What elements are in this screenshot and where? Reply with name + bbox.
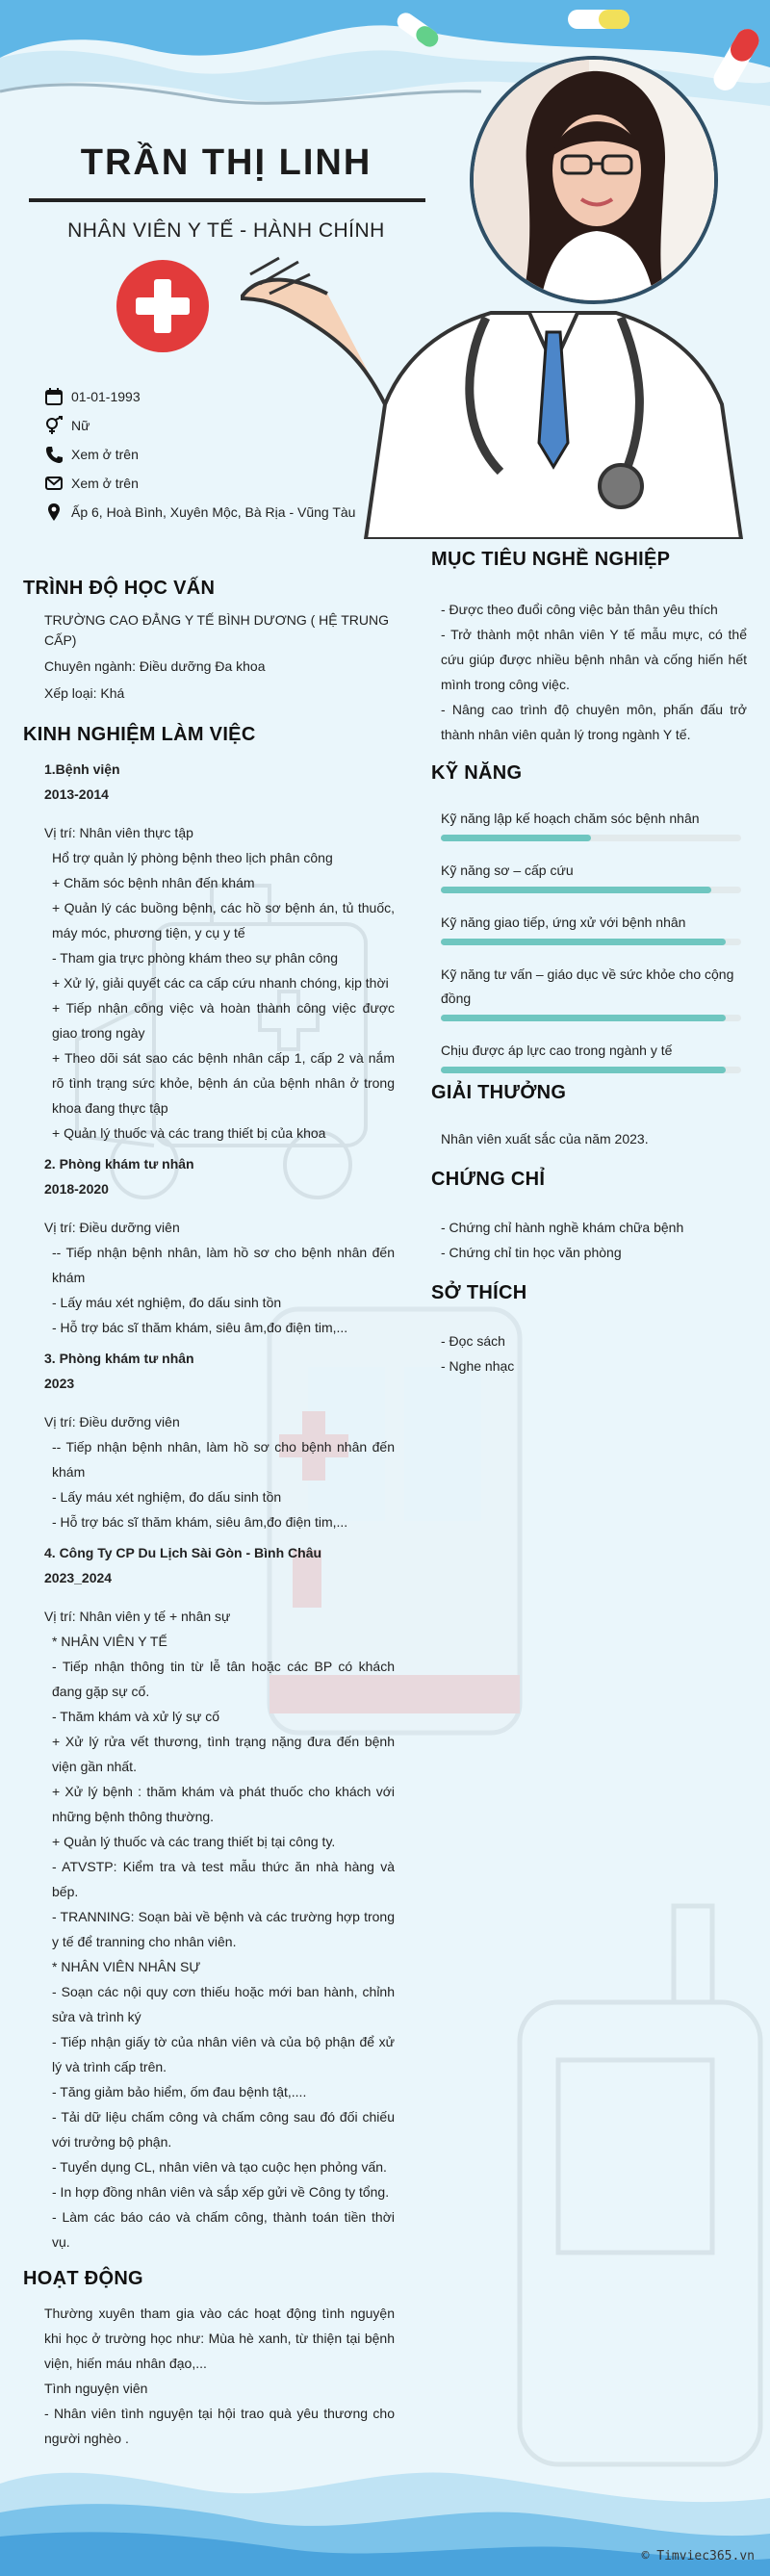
job-company: 2. Phòng khám tư nhân: [44, 1156, 194, 1172]
contact-row-address: [44, 502, 410, 522]
skill-label: Kỹ năng tư vấn – giáo dục về sức khỏe cho cộng đồng: [441, 966, 734, 1006]
skills-list: [441, 807, 741, 1091]
hobbies-section: [441, 1328, 747, 1378]
contact-row-gender: [44, 416, 410, 435]
education-heading: TRÌNH ĐỘ HỌC VẤN: [23, 578, 216, 599]
job-line: - Tuyển dụng CL, nhân viên và tạo cuộc hẹn phỏng vấn.: [52, 2159, 387, 2175]
hobby-line: - Nghe nhạc: [441, 1358, 515, 1374]
awards-heading: GIẢI THƯỞNG: [431, 1082, 567, 1103]
job-line: * NHÂN VIÊN Y TẾ: [52, 1634, 167, 1649]
job-period: 2013-2014: [44, 786, 109, 802]
education-rank: Xếp loại: Khá: [44, 685, 125, 701]
name-divider: [29, 198, 425, 202]
candidate-name: TRẦN THỊ LINH: [80, 142, 372, 183]
skill-item: [441, 911, 741, 945]
job-line: + Theo dõi sát sao các bệnh nhân cấp 1, cấp 2 và nắm rõ tình trạng sức khỏe, bệnh án của bệnh nhân ở trong khoa đang thực tập: [52, 1050, 395, 1116]
contact-gender: Nữ: [71, 418, 90, 433]
job-line: * NHÂN VIÊN NHÂN SỰ: [52, 1959, 201, 1974]
objective-line: - Nâng cao trình độ chuyên môn, phấn đấu trở thành nhân viên quản lý trong ngành Y tế.: [441, 702, 747, 742]
job-line: - ATVSTP: Kiểm tra và test mẫu thức ăn nhà hàng và bếp.: [52, 1859, 395, 1899]
job-line: Vị trí: Nhân viên thực tập: [44, 825, 193, 840]
job-line: - Thăm khám và xử lý sự cố: [52, 1709, 220, 1724]
contact-birthday: 01-01-1993: [71, 389, 141, 404]
job-line: - TRANNING: Soạn bài về bệnh và các trường hợp trong y tế để tranning cho nhân viên.: [52, 1909, 395, 1949]
activity-line: Thường xuyên tham gia vào các hoạt động tình nguyện khi học ở trường học như: Mùa hè xanh, từ thiện tại bệnh viện, hiến máu nhân đạo,...: [44, 2306, 395, 2371]
gender-icon: [44, 416, 64, 435]
job-3: [44, 1346, 395, 1534]
skill-bar-fill: [441, 939, 726, 945]
hobby-line: - Đọc sách: [441, 1333, 505, 1349]
email-icon: [44, 474, 64, 493]
job-1: [44, 757, 395, 1146]
skill-bar: [441, 887, 741, 893]
hobbies-heading: SỞ THÍCH: [431, 1282, 527, 1303]
objective-section: [441, 597, 747, 747]
skill-bar: [441, 1067, 741, 1073]
skills-heading: KỸ NĂNG: [431, 762, 523, 784]
footer-watermark: © Timviec365.vn: [641, 2549, 755, 2563]
job-line: - Hỗ trợ bác sĩ thăm khám, siêu âm,đo điện tim,...: [52, 1514, 348, 1530]
skill-label: Kỹ năng lập kế hoạch chăm sóc bệnh nhân: [441, 811, 700, 826]
awards-section: [441, 1126, 747, 1151]
contact-info: [44, 387, 410, 531]
activities-section: [44, 2301, 395, 2451]
objective-heading: MỤC TIÊU NGHỀ NGHIỆP: [431, 549, 671, 570]
job-line: + Xử lý bệnh : thăm khám và phát thuốc cho khách với những bệnh thông thường.: [52, 1784, 395, 1824]
job-line: + Tiếp nhận công việc và hoàn thành công việc được giao trong ngày: [52, 1000, 395, 1041]
job-line: - Tăng giảm bảo hiểm, ốm đau bệnh tật,....: [52, 2084, 307, 2099]
job-line: Vị trí: Điều dưỡng viên: [44, 1414, 180, 1430]
contact-address: Ấp 6, Hoà Bình, Xuyên Mộc, Bà Rịa - Vũng Tàu: [71, 504, 356, 520]
contact-row-birthday: [44, 387, 410, 406]
contact-phone: Xem ở trên: [71, 447, 139, 462]
skill-bar-fill: [441, 1015, 726, 1021]
activity-line: Tình nguyện viên: [44, 2381, 148, 2396]
job-title: NHÂN VIÊN Y TẾ - HÀNH CHÍNH: [67, 219, 385, 242]
phone-icon: [44, 445, 64, 464]
job-4: [44, 1540, 395, 2254]
skill-label: Kỹ năng giao tiếp, ứng xử với bệnh nhân: [441, 914, 686, 930]
job-line: - Tải dữ liệu chấm công và chấm công sau đó đối chiếu với trưởng bộ phận.: [52, 2109, 395, 2150]
job-line: + Chăm sóc bệnh nhân đến khám: [52, 875, 255, 890]
job-line: - In hợp đồng nhân viên và sắp xếp gửi về Công ty tổng.: [52, 2184, 390, 2200]
experience-heading: KINH NGHIỆM LÀM VIỆC: [23, 724, 256, 745]
skill-label: Chịu được áp lực cao trong ngành y tế: [441, 1043, 673, 1058]
job-period: 2023_2024: [44, 1570, 113, 1585]
job-line: + Xử lý rửa vết thương, tình trạng nặng đưa đến bệnh viện gần nhất.: [52, 1734, 395, 1774]
objective-line: - Được theo đuổi công việc bản thân yêu thích: [441, 602, 718, 617]
skill-bar: [441, 939, 741, 945]
job-line: - Soạn các nội quy cơn thiếu hoặc mới ban hành, chỉnh sửa và trình ký: [52, 1984, 395, 2024]
job-line: + Quản lý các buồng bệnh, các hồ sơ bệnh án, tủ thuốc, máy móc, phương tiện, y cụ y tế: [52, 900, 395, 940]
job-company: 4. Công Ty CP Du Lịch Sài Gòn - Bình Châu: [44, 1545, 322, 1560]
job-period: 2018-2020: [44, 1181, 109, 1197]
job-line: Vị trí: Điều dưỡng viên: [44, 1220, 180, 1235]
job-line: - Làm các báo cáo và chấm công, thành toán tiền thời vụ.: [52, 2209, 395, 2250]
award-text: Nhân viên xuất sắc của năm 2023.: [441, 1131, 649, 1146]
skill-item: [441, 807, 741, 841]
skill-bar: [441, 1015, 741, 1021]
job-period: 2023: [44, 1376, 75, 1391]
education-school: TRƯỜNG CAO ĐẲNG Y TẾ BÌNH DƯƠNG ( HỆ TRUNG CẤP): [44, 612, 390, 648]
job-company: 1.Bệnh viện: [44, 761, 120, 777]
certificate-line: - Chứng chỉ tin học văn phòng: [441, 1245, 622, 1260]
education-major: Chuyên ngành: Điều dưỡng Đa khoa: [44, 658, 266, 674]
job-line: - Tham gia trực phòng khám theo sự phân công: [52, 950, 339, 966]
contact-email: Xem ở trên: [71, 476, 139, 491]
job-line: + Quản lý thuốc và các trang thiết bị của khoa: [52, 1125, 326, 1141]
job-line: - Hỗ trợ bác sĩ thăm khám, siêu âm,đo điện tim,...: [52, 1320, 348, 1335]
activity-line: - Nhân viên tình nguyện tại hội trao quà yêu thương cho người nghèo .: [44, 2406, 395, 2446]
calendar-icon: [44, 387, 64, 406]
skill-bar: [441, 835, 741, 841]
education-section: [44, 610, 395, 706]
contact-row-email: [44, 474, 410, 493]
job-line: -- Tiếp nhận bệnh nhân, làm hồ sơ cho bệnh nhân đến khám: [52, 1439, 395, 1480]
job-2: [44, 1151, 395, 1340]
job-line: - Tiếp nhận thông tin từ lễ tân hoặc các BP có khách đang gặp sự cố.: [52, 1659, 395, 1699]
contact-row-phone: [44, 445, 410, 464]
certificates-section: [441, 1215, 747, 1265]
job-line: + Xử lý, giải quyết các ca cấp cứu nhanh chóng, kịp thời: [52, 975, 389, 991]
location-icon: [44, 502, 64, 522]
pill-icon: [568, 10, 629, 29]
medical-cross-icon: [116, 260, 209, 352]
skill-item: [441, 1039, 741, 1073]
activities-heading: HOẠT ĐỘNG: [23, 2268, 143, 2289]
skill-item: [441, 963, 741, 1021]
certificates-heading: CHỨNG CHỈ: [431, 1169, 546, 1190]
objective-line: - Trở thành một nhân viên Y tế mẫu mực, có thể cứu giúp được nhiều bệnh nhân và cống hiến hết mình trong công việc.: [441, 627, 747, 692]
job-company: 3. Phòng khám tư nhân: [44, 1351, 194, 1366]
skill-label: Kỹ năng sơ – cấp cứu: [441, 863, 574, 878]
job-line: Vị trí: Nhân viên y tế + nhân sự: [44, 1609, 231, 1624]
certificate-line: - Chứng chỉ hành nghề khám chữa bệnh: [441, 1220, 684, 1235]
job-line: - Tiếp nhận giấy tờ của nhân viên và của bộ phận để xử lý và trình cấp trên.: [52, 2034, 395, 2074]
skill-bar-fill: [441, 835, 591, 841]
job-line: - Lấy máu xét nghiệm, đo dấu sinh tồn: [52, 1295, 282, 1310]
skill-bar-fill: [441, 887, 711, 893]
job-line: + Quản lý thuốc và các trang thiết bị tại công ty.: [52, 1834, 336, 1849]
job-line: Hổ trợ quản lý phòng bệnh theo lịch phân công: [52, 850, 333, 865]
job-line: -- Tiếp nhận bệnh nhân, làm hồ sơ cho bệnh nhân đến khám: [52, 1245, 395, 1285]
skill-item: [441, 859, 741, 893]
skill-bar-fill: [441, 1067, 726, 1073]
job-line: - Lấy máu xét nghiệm, đo dấu sinh tồn: [52, 1489, 282, 1505]
ambulance-watermark-icon: [500, 1829, 770, 2503]
